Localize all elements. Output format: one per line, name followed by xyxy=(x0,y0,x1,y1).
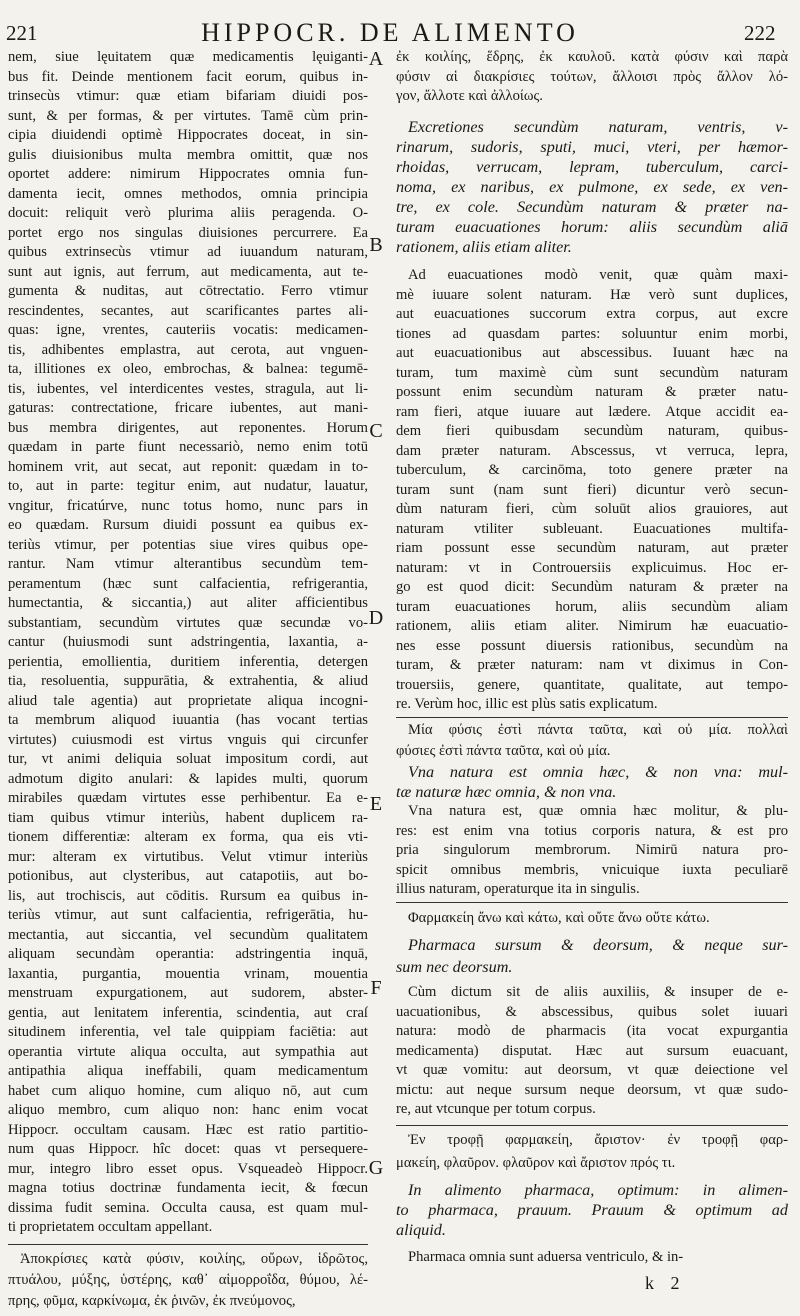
commentary-line: cantur (huiusmodi sunt adstringentia, laxantia, a- xyxy=(8,634,368,650)
left-column-greek-aphorism xyxy=(8,1249,368,1312)
greek-line: Μία φύσις ἐστὶ πάντα ταῦτα, καὶ οὐ μία. πολλαὶ xyxy=(408,722,788,738)
latin-translation xyxy=(396,762,788,802)
commentary-line: vt quæ vomitu: aut deorsum, vt quæ deiectione vel xyxy=(396,1062,788,1078)
latin-line: sum nec deorsum. xyxy=(396,958,513,976)
commentary-line: re, aut vtcunque per totum corpus. xyxy=(396,1101,596,1117)
commentary-line: pria singulorum membrorum. Nimirū natura pro- xyxy=(396,842,788,858)
commentary-line: aliud tale agentia) aut proprietate aliqua incogni- xyxy=(8,692,368,709)
latin-line: tæ naturæ hæc omnia, & non vna. xyxy=(396,783,617,801)
commentary-line: aut euacuationes succorum extra corpus, aut excre xyxy=(396,306,788,322)
commentary-line: potionibus, aut clysteribus, aut catapotiis, aut bo- xyxy=(8,868,368,884)
commentary-line: vngitur, fricatúrve, nunc totus homo, nunc pars in xyxy=(8,497,368,514)
commentary-line: aliquam secundàm operantia: adstringentia inquā, xyxy=(8,946,368,962)
commentary-line: laxantia, purgantia, mouentia vrinam, mouentia xyxy=(8,965,368,982)
commentary-line: virtutes) cuiusmodi est virtus vnguis qui circunfer xyxy=(8,731,368,748)
commentary-line: uacuationibus, & abscessibus, quibus solet iuuari xyxy=(396,1003,788,1020)
margin-letter-b: B xyxy=(369,234,383,256)
commentary-line: turam, tum maximè cùm sunt secundùm naturam xyxy=(396,364,788,381)
commentary-line: nes esse possunt diuersis rationibus, secundùm na xyxy=(396,637,788,654)
commentary-line: tiam quibus vtimur interiùs, habent duplicem ra- xyxy=(8,809,368,826)
commentary xyxy=(396,266,788,715)
commentary-line: rationem, aliis etiam aliter. Nimirum hæ euacuatio- xyxy=(396,618,788,634)
commentary-line: Vna natura est, quæ omnia hæc molitur, & plu- xyxy=(408,803,788,819)
commentary-line: teriùs vtimur, per potentias siue vires quibus ope- xyxy=(8,536,368,553)
latin-translation xyxy=(396,1180,788,1240)
latin-line: rinarum, sudoris, sputi, muci, vteri, per hæmor- xyxy=(396,138,788,156)
margin-letter-c: C xyxy=(369,420,383,442)
commentary-line: perientia, emollientia, duritiem inferentia, detergen xyxy=(8,653,368,670)
commentary-line: portet ergo nos singulas diuisiones percurrere. Ea xyxy=(8,224,368,241)
latin-translation xyxy=(396,117,788,257)
commentary-line: dem fieri quibusdam secundùm naturam, quibus- xyxy=(396,423,788,439)
latin-line: tre, ex cole. Secundùm naturam & præter na- xyxy=(396,198,788,216)
commentary-line: quas: igne, vrentes, cauteriis vocatis: medicamen- xyxy=(8,322,368,338)
commentary-line: gaturas: contrectatione, fricare iubentes, aut mani- xyxy=(8,400,368,416)
commentary-line: illius naturam, operaturque ita in singulis. xyxy=(396,881,640,897)
commentary-line: possunt enim secundùm naturam & præter natu- xyxy=(396,384,788,400)
commentary-line: spicit omnibus membris, vnicuique iuxta peculiarē xyxy=(396,861,788,878)
greek-line: ἐκ κοιλίης, ἕδρης, ἐκ καυλοῦ. κατὰ φύσιν καὶ παρὰ xyxy=(396,49,788,65)
greek-aphorism xyxy=(396,1129,788,1175)
latin-line: turam euacuationes horum: aliis secundùm aliā xyxy=(396,218,788,236)
commentary-line: dam præter naturam. Abscessus, vt verruca, lepra, xyxy=(396,442,788,459)
commentary-line: aut euacuationibus aut abscessibus. Iuuant hæc na xyxy=(396,345,788,361)
greek-aphorism xyxy=(396,906,788,930)
commentary-line: ram fieri, atque iuuare aut lædere. Atque accidit ea- xyxy=(396,403,788,420)
commentary-line: ta membrum aliquod iuuantia (has vocant tertias xyxy=(8,712,368,728)
commentary-line: mur: alteram ex virtutibus. Velut vtimur interiùs xyxy=(8,848,368,865)
section-divider xyxy=(396,717,788,718)
greek-line: Φαρμακείη ἄνω καὶ κάτω, καὶ οὔτε ἄνω οὔτε κάτω. xyxy=(408,910,710,926)
latin-line: noma, ex naribus, ex pulmone, ex sede, ex ven- xyxy=(396,178,788,196)
commentary xyxy=(396,983,788,1120)
commentary-line: tuberculum, & carcinōma, toto genere præter na xyxy=(396,462,788,478)
commentary-line: medicamenta) disputat. Hæc aut sursum euacuant, xyxy=(396,1042,788,1059)
commentary-line: tis, iubentes, vel interdicentes vestes, stragula, aut li- xyxy=(8,380,368,397)
commentary-line: rantur. Nam vtimur alterantibus secundùm tem- xyxy=(8,556,368,572)
commentary-line: Ad euacuationes modò venit, quæ quàm maxi- xyxy=(408,267,788,283)
section-divider xyxy=(396,902,788,903)
commentary-line: sunt, & per formas, & per virtutes. Tamē cùm prin- xyxy=(8,107,368,124)
greek-line: πρης, φῦμα, καρκίνωμα, ἐκ ῥινῶν, ἐκ πνεύμονος, xyxy=(8,1293,296,1309)
commentary-line: oportet addere: nimirum Hippocrates omnia fun- xyxy=(8,166,368,182)
greek-line: Ἐν τροφῇ φαρμακείη, ἄριστον· ἐν τροφῇ φαρ- xyxy=(408,1132,788,1148)
commentary-line: num quas Hippocr. hîc docet: quas vt persequere- xyxy=(8,1141,368,1157)
commentary-line: riam possunt esse secundùm naturam, aut præter xyxy=(396,540,788,556)
commentary-line: rescindentes, secantes, aut scarificantes partes ali- xyxy=(8,302,368,319)
commentary-line: eo quædam. Rursum diuidi possunt ea quibus ex- xyxy=(8,517,368,533)
commentary-line: ta, illitiones ex oleo, embrochas, & balnea: tegumē- xyxy=(8,361,368,377)
right-page-number: 222 xyxy=(744,21,776,45)
commentary-line: gulis diuisionibus multa membra omittit, quæ nos xyxy=(8,146,368,163)
commentary-line: ti proprietatem occultam appellant. xyxy=(8,1219,213,1235)
commentary-line: Pharmaca omnia sunt aduersa ventriculo, & in- xyxy=(408,1249,684,1265)
commentary-line: cipia diuidendi optimè Hippocrates doceat, in sin- xyxy=(8,127,368,143)
latin-line: In alimento pharmaca, optimum: in alimen- xyxy=(408,1181,788,1199)
commentary-line: tur, vt animi deliquia soluat impositum cordi, aut xyxy=(8,751,368,767)
commentary-line: quædam in parte fiunt necessariò, nemo enim totū xyxy=(8,439,368,455)
latin-translation xyxy=(396,934,788,978)
greek-line: φύσιες ἐστὶ πάντα ταῦτα, καὶ οὐ μία. xyxy=(396,743,611,759)
commentary-line: to, aut in parte: tegitur enim, aut nudatur, lauatur, xyxy=(8,478,368,494)
left-column-commentary xyxy=(8,48,368,1238)
commentary-line: Hippocr. occultam causam. Hæc est ratio partitio- xyxy=(8,1121,368,1138)
section-divider xyxy=(8,1244,368,1245)
commentary-line: naturam: vt in Controuersiis explicuimus. Hoc er- xyxy=(396,559,788,576)
commentary-line: natura: modò de pharmacis (ita vocat expurgantia xyxy=(396,1023,788,1039)
commentary-line: res: est enim vna totius corporis natura, & est pro xyxy=(396,822,788,839)
commentary-line: bus membra dirigentes, aut reponentes. Horum xyxy=(8,419,368,436)
greek-aphorism xyxy=(396,720,788,762)
commentary-line: mirabiles quædam virtutes esse perhibentur. Ea e- xyxy=(8,790,368,806)
greek-line: μακείη, φλαῦρον. φλαῦρον καὶ ἄριστον πρός τι. xyxy=(396,1155,676,1171)
commentary-line: Cùm dictum sit de aliis auxiliis, & insuper de e- xyxy=(408,984,788,1000)
commentary-line: re. Verùm hoc, illic est plùs satis explicatum. xyxy=(396,696,658,712)
commentary xyxy=(396,802,788,900)
commentary-line: tionem differentiæ: alteram ex forma, qua eis vti- xyxy=(8,829,368,845)
commentary-line: damenta iecit, omnes methodos, omnia principia xyxy=(8,185,368,202)
latin-line: Excretiones secundùm naturam, ventris, v- xyxy=(408,118,788,136)
latin-line: rationem, aliis etiam aliter. xyxy=(396,238,572,256)
commentary-line: antipathia aliqua ineffabili, quam medicamentum xyxy=(8,1063,368,1079)
commentary-line: gentia, aut lenitatem inferentia, scindentia, aut craſ xyxy=(8,1004,368,1021)
greek-line: πτυάλου, μύξης, ὑστέρης, καθ᾽ αἱμορροΐδα, θύμου, λέ- xyxy=(8,1272,368,1288)
commentary-line: humectantia, & siccantia,) aut aliter afficientibus xyxy=(8,595,368,611)
commentary-line: tia, resoluentia, suppurātia, & extrahentia, & aliud xyxy=(8,673,368,689)
greek-aphorism xyxy=(396,48,788,107)
section-divider xyxy=(396,1125,788,1126)
commentary-line: peramentum (hæc sunt calfacientia, refrigerantia, xyxy=(8,575,368,592)
commentary-line: turam, & præter naturam: nam vt diximus in Con- xyxy=(396,657,788,673)
commentary-line: magna totius doctrinæ fundamenta iecit, & fœcun xyxy=(8,1180,368,1196)
margin-letter-a: A xyxy=(368,48,384,70)
commentary-line: go est quod dicit: Secundùm naturam & præter na xyxy=(396,579,788,595)
latin-line: aliquid. xyxy=(396,1221,446,1239)
commentary-line: operantia virtute aliqua occulta, aut sympathia aut xyxy=(8,1043,368,1060)
latin-line: rhoidas, verrucam, lepram, tuberculum, carci- xyxy=(396,158,788,176)
commentary-line: dissima fudit semina. Occulta causa, est quam mul- xyxy=(8,1199,368,1216)
commentary-line: hominem vrit, aut secat, aut reponit: quædam in to- xyxy=(8,458,368,475)
margin-letter-e: E xyxy=(369,793,383,815)
commentary-line: dùm naturam fieri, cùm soluūt alios grauiores, aut xyxy=(396,501,788,517)
commentary xyxy=(396,1247,788,1267)
commentary-line: quibus extrinsecùs vtimur ad iuuandum naturam, xyxy=(8,244,368,260)
commentary-line: menstruam expurgationem, aut sudorem, abster- xyxy=(8,985,368,1001)
commentary-line: gumenta & nuditas, aut cōtrectatio. Ferro vtimur xyxy=(8,283,368,299)
commentary-line: nem, siue lęuitatem quæ medicamentis lęuiganti- xyxy=(8,49,368,65)
commentary-line: trinsecùs vtimur: quæ etiam bifariam diuidi pos- xyxy=(8,88,368,104)
latin-line: Vna natura est omnia hæc, & non vna: mul- xyxy=(408,763,788,781)
greek-line: φύσιν αἱ διακρίσιες τούτων, ἄλλοισι πρὸς ἄλλον λό- xyxy=(396,68,788,85)
commentary-line: trouersiis, genere, quantitate, qualitate, aut tempo- xyxy=(396,676,788,693)
running-title: HIPPOCR. DE ALIMENTO xyxy=(201,18,579,47)
commentary-line: habet cum aliquo homine, cum aliquo nō, aut cum xyxy=(8,1082,368,1099)
commentary-line: mur, integro libro esset opus. Vsqueadeò Hippocr. xyxy=(8,1160,368,1177)
greek-line: Ἀποκρίσιες κατὰ φύσιν, κοιλίης, οὔρων, ἱδρῶτος, xyxy=(20,1251,368,1267)
commentary-line: tiones ad quasdam partes: soluuntur enim morbi, xyxy=(396,325,788,342)
left-page-number: 221 xyxy=(6,21,38,45)
commentary-line: mectantia, aut siccantia, vel secundùm qualitatem xyxy=(8,926,368,943)
commentary-line: tis, adhibentes emplastra, aut cerota, aut vnguen- xyxy=(8,341,368,358)
commentary-line: sunt aut ignis, aut ferrum, aut medicamenta, aut te- xyxy=(8,263,368,280)
commentary-line: admotum digito anulari: & lapides multi, quorum xyxy=(8,770,368,787)
commentary-line: aliquo membro, cum aliquo non: hanc enim vocat xyxy=(8,1102,368,1118)
commentary-line: turam euacuationes horum, aliis secundùm aliam xyxy=(396,598,788,615)
commentary-line: bus fit. Deinde mentionem facit eorum, quibus in- xyxy=(8,68,368,85)
margin-letter-g: G xyxy=(368,1157,384,1179)
commentary-line: naturam vtiliter subleuant. Euacuationes multifa- xyxy=(396,520,788,537)
catchword-signature: k 2 xyxy=(645,1273,686,1293)
commentary-line: situdinem inferentia, vel tale quippiam faciētia: aut xyxy=(8,1024,368,1040)
commentary-line: docuit: reliquit verò plurima aliis peragenda. O- xyxy=(8,205,368,221)
commentary-line: mictu: aut neque sursum neque deorsum, vt quæ sudo- xyxy=(396,1081,788,1098)
latin-line: Pharmaca sursum & deorsum, & neque sur- xyxy=(408,936,788,954)
commentary-line: substantiam, secundùm virtutes quæ secundæ vo- xyxy=(8,614,368,631)
margin-letter-f: F xyxy=(370,977,382,999)
latin-line: to pharmaca, prauum. Prauum & optimum ad xyxy=(396,1201,788,1219)
greek-line: γον, ἄλλοτε καὶ ἀλλοίως. xyxy=(396,88,543,104)
commentary-line: lis, aut trochiscis, aut cōditis. Rursum ea quibus in- xyxy=(8,887,368,904)
commentary-line: mè iuuare solent naturam. Hæ verò sunt duplices, xyxy=(396,286,788,303)
commentary-line: turam sunt (nam sunt fieri) dicuntur verò secun- xyxy=(396,481,788,498)
commentary-line: teriùs vtimur, aut sunt calfacientia, refrigerātia, hu- xyxy=(8,907,368,923)
margin-letter-d: D xyxy=(368,607,384,629)
